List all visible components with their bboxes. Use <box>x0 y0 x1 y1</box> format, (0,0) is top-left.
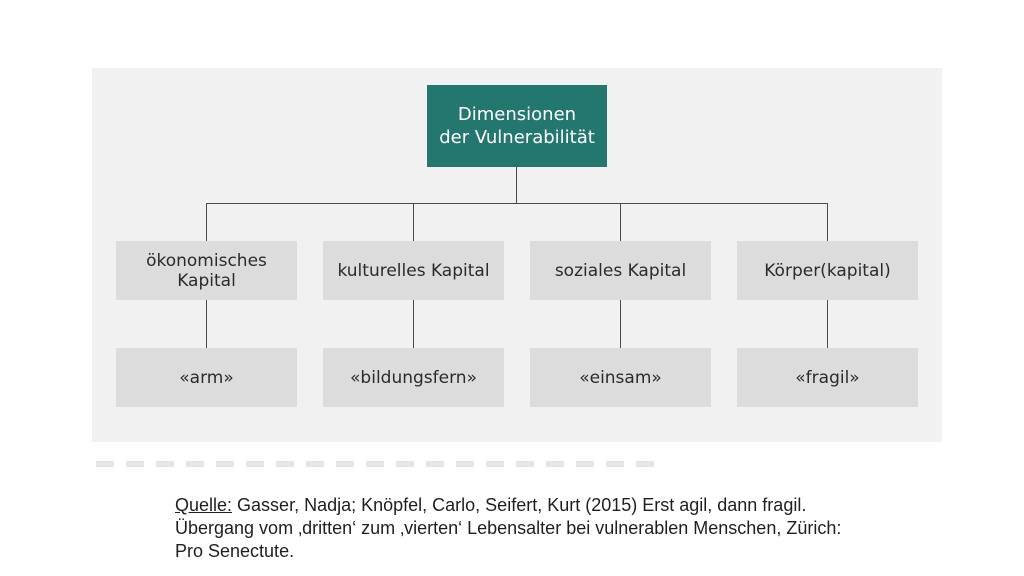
descriptor-box-fragile: «fragil» <box>737 348 918 407</box>
root-node-vulnerability-dimensions <box>427 85 607 167</box>
descriptor-box-poor: «arm» <box>116 348 297 407</box>
link-line-3 <box>620 300 621 348</box>
branch-line-2 <box>413 203 414 241</box>
root-node-line-1: Dimensionen <box>457 104 577 125</box>
cropped-figure-caption-remnant <box>96 461 656 467</box>
source-caption <box>175 494 855 563</box>
capital-box-body: Körper(kapital) <box>737 241 918 300</box>
descriptor-box-lonely: «einsam» <box>530 348 711 407</box>
descriptor-box-uneducated: «bildungsfern» <box>323 348 504 407</box>
link-line-2 <box>413 300 414 348</box>
root-node-line-2: der Vulnerabilität <box>439 127 595 148</box>
capital-box-economic: ökonomisches Kapital <box>116 241 297 300</box>
link-line-1 <box>206 300 207 348</box>
source-text: Gasser, Nadja; Knöpfel, Carlo, Seifert, Kurt (2015) Erst agil, dann fragil. Übergang vom ‚dritten‘ zum ‚vierten‘ Lebensalter bei vulnerablen Menschen, Zürich: Pro Senectute. <box>175 495 842 561</box>
source-label: Quelle: <box>175 495 233 515</box>
root-stem-line <box>516 167 517 204</box>
branch-line-4 <box>827 203 828 241</box>
link-line-4 <box>827 300 828 348</box>
horizontal-connector-line <box>206 203 828 204</box>
capital-box-social: soziales Kapital <box>530 241 711 300</box>
capital-box-cultural: kulturelles Kapital <box>323 241 504 300</box>
branch-line-1 <box>206 203 207 241</box>
branch-line-3 <box>620 203 621 241</box>
